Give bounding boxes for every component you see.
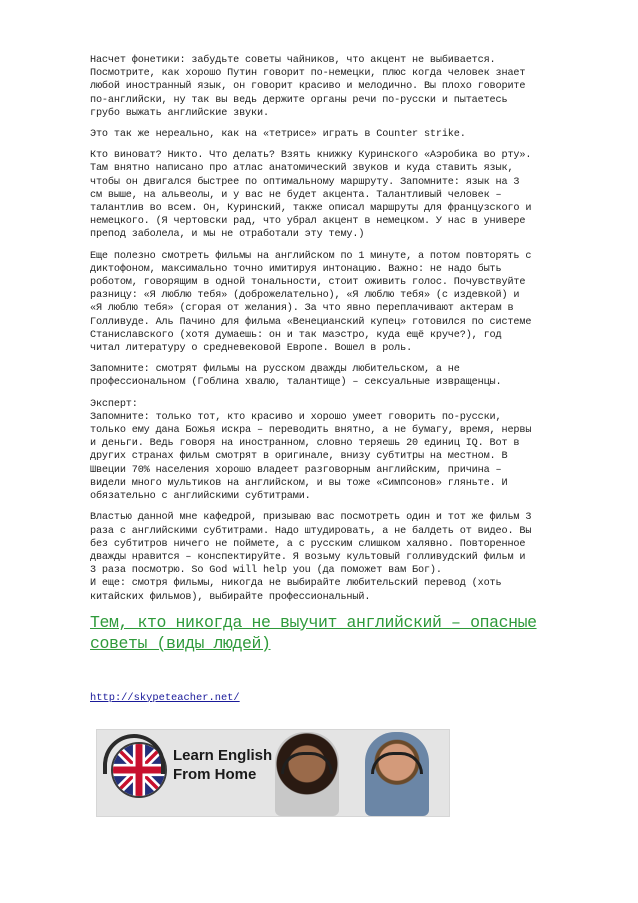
paragraph-remember: Запомните: смотрят фильмы на русском дважды любительском, а не профессиональном (Гоблина хвалю, талантище) – сексуальные извращенцы. xyxy=(90,364,502,389)
learn-english-banner[interactable] xyxy=(96,729,450,817)
paragraph-tetris: Это так же нереально, как на «тетрисе» играть в Counter strike. xyxy=(90,129,466,141)
paragraph-subtitles: Властью данной мне кафедрой, призываю вас посмотреть один и тот же фильм 3 раза с английскими субтитрами. Надо штудировать, а не балдеть от видео. Вы без субтитров ничего не поймете, а с русским слишком халявно. Повторенное дважды нравится – конспектируйте. Я возьму культовый голливудский фильм и 3 раза посмотрю. So God will help you (да поможет вам Бог). И еще: смотря фильмы, никогда не выбирайте любительский перевод (хоть китайских фильмов), выбирайте профессиональный. xyxy=(90,512,532,603)
paragraph-phonetics: Насчет фонетики: забудьте советы чайников, что акцент не выбивается. Посмотрите, как хорошо Путин говорит по-немецки, плюс когда человек знает любой иностранный язык, он говорит красиво и мелодично. Вы плохо говорите по-английски, ну так вы ведь держите органы речи по-русски и пытаетесь грубо выжать английские звуки. xyxy=(90,55,526,119)
banner-title: Learn English From Home xyxy=(173,747,273,783)
paragraph-expert: Эксперт: Запомните: только тот, кто красиво и хорошо умеет говорить по-русски, только ему дана Божья искра – переводить внятно, а не бумагу, время, нервы и деньги. Ведь говоря на иностранном, словно теряешь 20 единиц IQ. Вот в других странах фильм смотрят в оригинале, внизу субтитры на местном. В Швеции 70% населения хорошо владеет разговорным английским, причина – видели много мультиков на английском, и вы тоже «Симпсонов» гляньте. И обязательно с английскими субтитрами. xyxy=(90,398,532,503)
document-body xyxy=(90,54,590,705)
section-heading-link[interactable]: Тем, кто никогда не выучит английский – опасные советы (виды людей) xyxy=(90,612,537,653)
man-with-headset-photo xyxy=(365,732,429,816)
woman-with-headset-photo xyxy=(275,732,339,816)
paragraph-kurinsky: Кто виноват? Никто. Что делать? Взять книжку Куринского «Аэробика во рту». Там внятно написано про атлас анатомический звуков и куда ставить язык, чтобы он двигался быстрее по оптимальному маршруту. Запомните: язык на 3 см выше, на альвеолы, и у вас не будет акцента. Талантливый человек – талантлив во всем. Он, Куринский, также описал маршруты для французского и немецкого. (Я чертовски рад, что убрал акцент в немецком. У нас в универе препод заболела, и мы не отработали эту тему.) xyxy=(90,150,532,241)
headset-icon xyxy=(103,734,165,774)
paragraph-movies: Еще полезно смотреть фильмы на английском по 1 минуте, а потом повторять с диктофоном, максимально точно имитируя интонацию. Важно: не надо быть роботом, говорящим в одной тональности, стоит оживить голос. Почувствуйте разницу: «Я люблю тебя» (доброжелательно), «Я люблю тебя» (с издевкой) и «Я люблю тебя» (сгорая от желания). За что явно переплачивают актерам в Голливуде. Аль Пачино для фильма «Венецианский купец» готовился по системе Станиславского (хотя думаешь: он и так маэстро, куда ещё круче?), год читал литературу о средневековой Европе. Вошел в роль. xyxy=(90,250,532,355)
skypeteacher-link[interactable]: http://skypeteacher.net/ xyxy=(90,691,240,704)
